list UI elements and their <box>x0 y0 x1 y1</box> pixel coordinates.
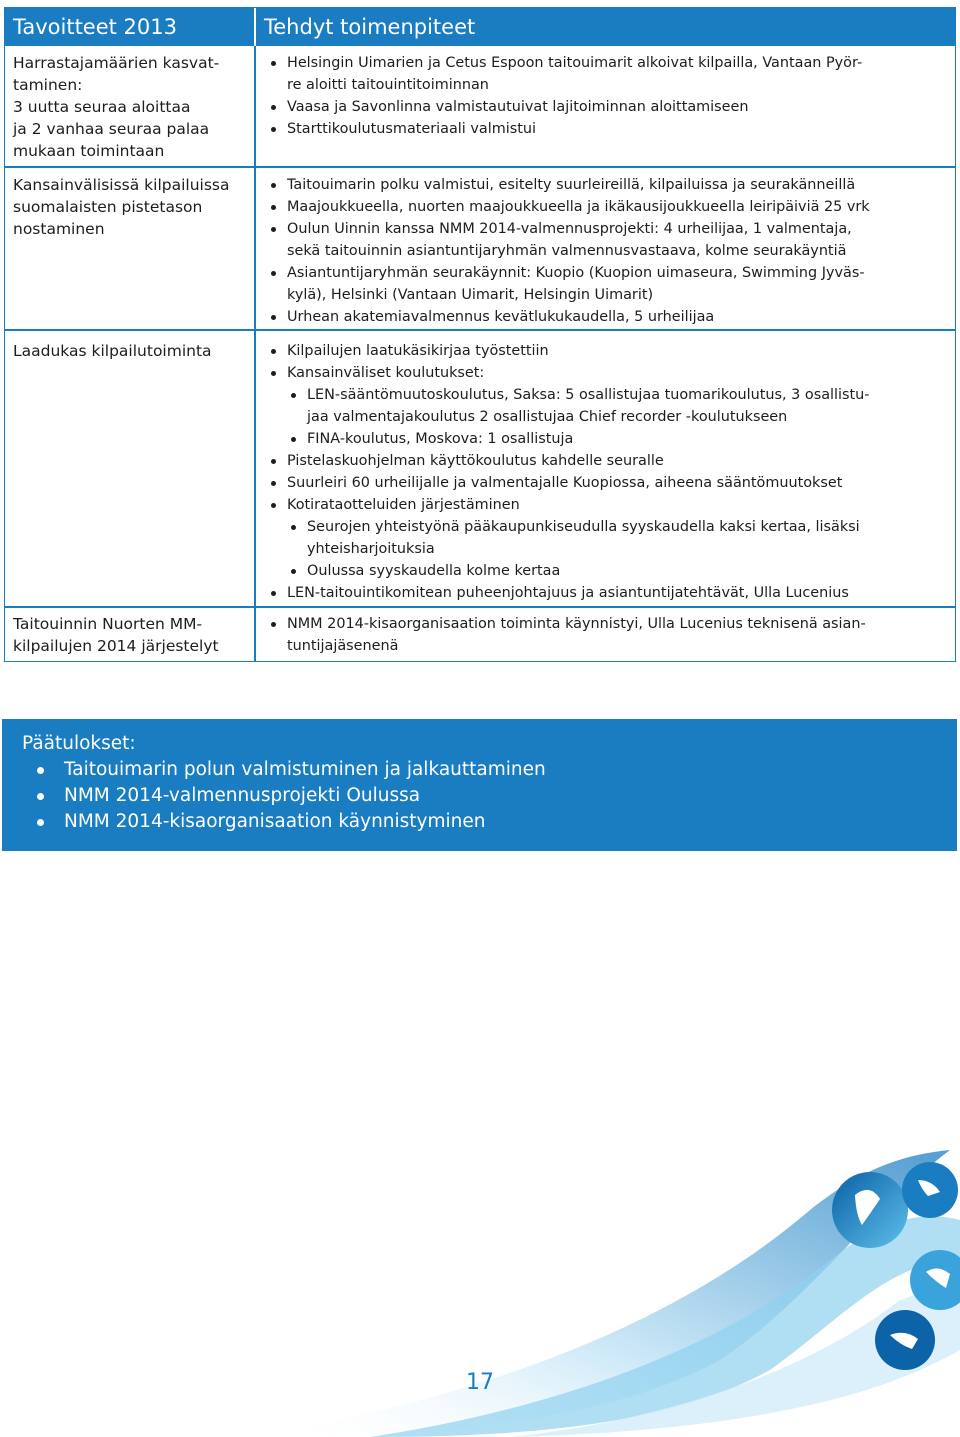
goal-line: taminen: <box>13 76 83 94</box>
sub-list-item-continuation: yhteisharjoituksia <box>307 541 435 557</box>
goal-recruitment <box>13 52 247 162</box>
goal-line: Kansainvälisissä kilpailuissa <box>13 176 230 194</box>
list-item-continuation: re aloitti taitouintitoiminnan <box>287 77 489 93</box>
list-item: Kilpailujen laatukäsikirjaa työstettiin <box>267 340 955 362</box>
goal-line: nostaminen <box>13 220 105 238</box>
sub-list-item: Oulussa syyskaudella kolme kertaa <box>267 560 955 582</box>
actions-list-competition <box>267 340 955 604</box>
results-item: NMM 2014-kisaorganisaation käynnistyminen <box>22 809 937 835</box>
results-item: NMM 2014-valmennusprojekti Oulussa <box>22 783 937 809</box>
main-results-box <box>2 719 957 851</box>
goal-junior-worlds <box>13 613 247 657</box>
list-item: Taitouimarin polku valmistui, esitelty suurleireillä, kilpailuissa ja seurakänneillä <box>267 174 955 196</box>
sub-list-item: Seurojen yhteistyönä pääkaupunkiseudulla syyskaudella kaksi kertaa, lisäksi <box>267 516 955 538</box>
row-divider <box>5 329 955 331</box>
results-item: Taitouimarin polun valmistuminen ja jalkauttaminen <box>22 757 937 783</box>
actions-list-recruitment <box>267 52 955 140</box>
goal-international <box>13 174 247 240</box>
column-divider <box>254 46 256 661</box>
list-item: Urhean akatemiavalmennus kevätlukukaudella, 5 urheilijaa <box>267 306 955 328</box>
goal-line: Taitouinnin Nuorten MM- <box>13 615 203 633</box>
header-actions: Tehdyt toimenpiteet <box>256 8 955 46</box>
decorative-swoosh-graphic <box>250 1150 960 1437</box>
page-number: 17 <box>466 1370 494 1395</box>
goal-line: 3 uutta seuraa aloittaa <box>13 98 191 116</box>
actions-list-junior-worlds <box>267 613 955 657</box>
list-item: Vaasa ja Savonlinna valmistautuivat lajitoiminnan aloittamiseen <box>267 96 955 118</box>
list-item: NMM 2014-kisaorganisaation toiminta käynnistyi, Ulla Lucenius teknisenä asian- <box>267 613 955 635</box>
goal-line: mukaan toimintaan <box>13 142 165 160</box>
actions-list-international <box>267 174 955 328</box>
list-item-continuation: tuntijajäsenenä <box>287 638 399 654</box>
list-item: Helsingin Uimarien ja Cetus Espoon taitouimarit alkoivat kilpailla, Vantaan Pyör- <box>267 52 955 74</box>
list-item: Suurleiri 60 urheilijalle ja valmentajalle Kuopiossa, aiheena sääntömuutokset <box>267 472 955 494</box>
results-title: Päätulokset: <box>22 733 136 754</box>
goal-line: Harrastajamäärien kasvat- <box>13 54 220 72</box>
goal-line: suomalaisten pistetason <box>13 198 203 216</box>
list-item: Kotirataotteluiden järjestäminen <box>267 494 955 516</box>
header-goals: Tavoitteet 2013 <box>5 8 254 46</box>
sub-list-item: FINA-koulutus, Moskova: 1 osallistuja <box>267 428 955 450</box>
goals-table <box>4 7 956 662</box>
results-list <box>22 757 937 835</box>
row-divider <box>5 166 955 168</box>
goal-line: ja 2 vanhaa seuraa palaa <box>13 120 210 138</box>
goal-line: Laadukas kilpailutoiminta <box>13 342 212 360</box>
list-item: Asiantuntijaryhmän seurakäynnit: Kuopio (Kuopion uimaseura, Swimming Jyväs- <box>267 262 955 284</box>
list-item-continuation: sekä taitouinnin asiantuntijaryhmän valmennusvastaava, kolme seurakäyntiä <box>287 243 847 259</box>
list-item: Maajoukkueella, nuorten maajoukkueella ja ikäkausijoukkueella leiripäiviä 25 vrk <box>267 196 955 218</box>
list-item-continuation: kylä), Helsinki (Vantaan Uimarit, Helsingin Uimarit) <box>287 287 654 303</box>
sub-list-item: LEN-sääntömuutoskoulutus, Saksa: 5 osallistujaa tuomarikoulutus, 3 osallistu- <box>267 384 955 406</box>
goal-line: kilpailujen 2014 järjestelyt <box>13 637 219 655</box>
list-item: Pistelaskuohjelman käyttökoulutus kahdelle seuralle <box>267 450 955 472</box>
list-item: Starttikoulutusmateriaali valmistui <box>267 118 955 140</box>
row-divider <box>5 606 955 608</box>
list-item: Oulun Uinnin kanssa NMM 2014-valmennusprojekti: 4 urheilijaa, 1 valmentaja, <box>267 218 955 240</box>
list-item: Kansainväliset koulutukset: <box>267 362 955 384</box>
list-item: LEN-taitouintikomitean puheenjohtajuus ja asiantuntijatehtävät, Ulla Lucenius <box>267 582 955 604</box>
goal-competition <box>13 340 247 362</box>
sub-list-item-continuation: jaa valmentajakoulutus 2 osallistujaa Chief recorder -koulutukseen <box>307 409 788 425</box>
